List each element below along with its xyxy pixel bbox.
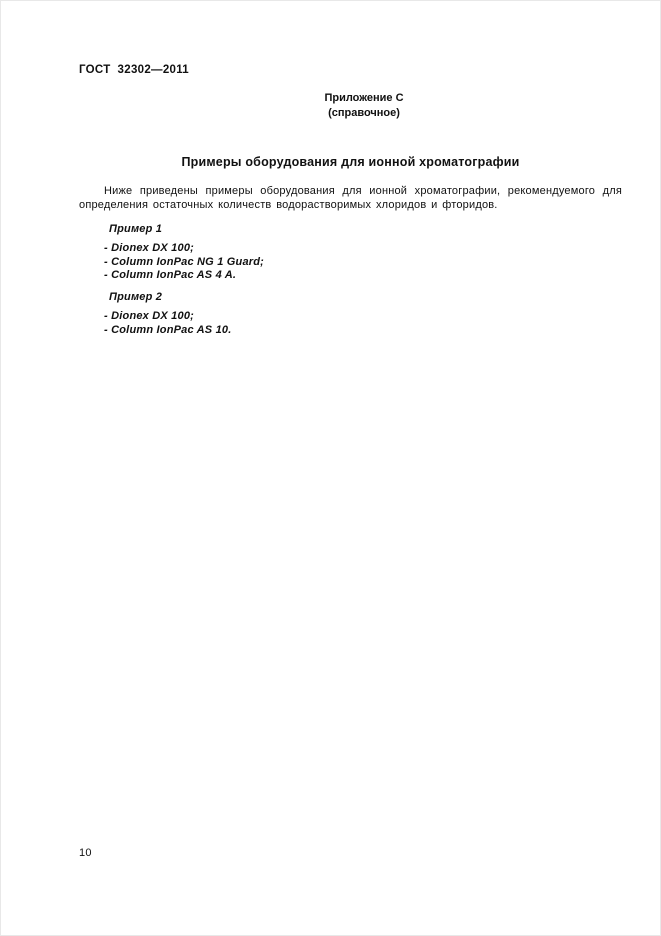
- page-title: Примеры оборудования для ионной хроматографии: [181, 155, 520, 169]
- example-1-item: - Column IonPac AS 4 A.: [104, 269, 237, 281]
- example-block-2: [79, 291, 479, 337]
- page-number: 10: [79, 847, 92, 859]
- intro-paragraph: Ниже приведены примеры оборудования для ионной хроматографии, рекомендуемого для определения остаточных количеств водорастворимых хлоридов и фторидов.: [79, 185, 622, 211]
- annex-block: [93, 91, 635, 121]
- example-block-1: [79, 223, 479, 283]
- example-1-item: - Column IonPac NG 1 Guard;: [104, 255, 265, 268]
- example-2-item: - Dionex DX 100;: [104, 310, 195, 322]
- example-1-heading: Пример 1: [109, 223, 163, 235]
- standard-number: ГОСТ 32302—2011: [79, 64, 189, 76]
- annex-label: Приложение С: [324, 92, 404, 104]
- annex-kind: (справочное): [328, 107, 400, 119]
- example-1-item: - Dionex DX 100;: [104, 242, 195, 254]
- example-2-item: - Column IonPac AS 10.: [104, 323, 232, 336]
- example-2-heading: Пример 2: [109, 291, 163, 303]
